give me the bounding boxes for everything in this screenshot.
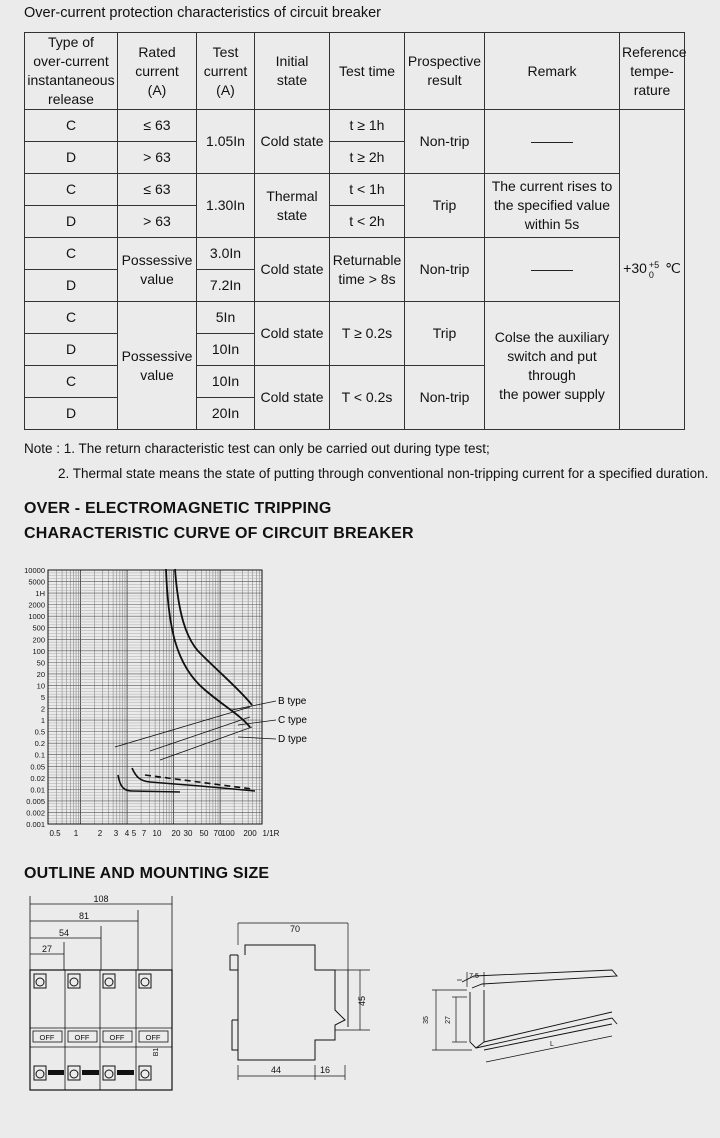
y-tick-label: 1H (35, 589, 45, 599)
test-cell: 5In (197, 302, 255, 334)
rated-cell: > 63 (118, 142, 197, 174)
y-tick-label: 50 (36, 658, 45, 668)
y-tick-label: 0.002 (26, 808, 45, 818)
x-tick-label: 200 (243, 829, 257, 838)
type-cell: D (25, 206, 118, 238)
remark-cell: Colse the auxiliary switch and put through the power supply (485, 302, 620, 430)
result-cell: Non-trip (405, 238, 485, 302)
off-label: OFF (109, 1033, 125, 1042)
result-cell: Non-trip (405, 366, 485, 430)
test-cell: 10In (197, 334, 255, 366)
x-tick-label: 1/1R (262, 829, 280, 838)
y-tick-label: 5 (40, 693, 45, 702)
tripping-curve-chart (0, 555, 330, 845)
x-tick-label: 7 (141, 829, 147, 838)
test-cell: 10In (197, 366, 255, 398)
curve-heading-2: CHARACTERISTIC CURVE OF CIRCUIT BREAKER (24, 525, 414, 542)
x-tick-label: 5 (131, 829, 137, 838)
curve-heading-1: OVER - ELECTROMAGNETIC TRIPPING (24, 500, 332, 517)
result-cell: Non-trip (405, 110, 485, 174)
type-cell: D (25, 142, 118, 174)
y-tick-label: 0.5 (34, 727, 45, 737)
y-tick-label: 100 (32, 646, 45, 656)
rated-cell: ≤ 63 (118, 174, 197, 206)
y-tick-label: 20 (36, 669, 45, 679)
time-cell: t < 1h (330, 174, 405, 206)
dim-45: 45 (357, 995, 367, 1007)
y-tick-label: 500 (32, 623, 45, 633)
series-label-d: D type (278, 734, 307, 745)
test-cell: 1.30In (197, 174, 255, 238)
rated-cell: ≤ 63 (118, 110, 197, 142)
y-tick-label: 2000 (28, 600, 45, 610)
state-cell: Cold state (255, 238, 330, 302)
y-tick-label: 0.001 (26, 820, 45, 829)
outline-heading: OUTLINE AND MOUNTING SIZE (24, 865, 270, 882)
remark-cell: ——— (485, 238, 620, 302)
y-tick-label: 10 (36, 681, 45, 691)
x-tick-label: 50 (199, 829, 209, 838)
time-cell: T < 0.2s (330, 366, 405, 430)
state-cell: Cold state (255, 366, 330, 430)
x-tick-label: 4 (124, 829, 130, 838)
dim-27: 27 (41, 944, 53, 954)
off-label: OFF (39, 1033, 55, 1042)
remark-cell: The current rises to the specified value within 5s (485, 174, 620, 238)
y-tick-label: 5000 (28, 577, 45, 587)
test-cell: 7.2In (197, 270, 255, 302)
x-tick-label: 20 (171, 829, 181, 838)
time-cell: Returnable time > 8s (330, 238, 405, 302)
off-label: OFF (74, 1033, 90, 1042)
y-tick-labels (24, 566, 45, 829)
x-tick-label: 30 (183, 829, 193, 838)
header-rated: Rated current (A) (118, 33, 197, 110)
y-tick-label: 1000 (28, 612, 45, 622)
y-tick-label: 0.1 (34, 750, 45, 760)
time-cell: t ≥ 1h (330, 110, 405, 142)
off-label: OFF (145, 1033, 161, 1042)
y-tick-label: 1 (40, 716, 45, 726)
rating-mark: B1 (153, 1047, 160, 1057)
state-cell: Cold state (255, 302, 330, 366)
test-cell: 3.0In (197, 238, 255, 270)
test-cell: 1.05In (197, 110, 255, 174)
x-tick-label: 1 (73, 829, 79, 838)
dim-81: 81 (78, 911, 90, 921)
dim-54: 54 (58, 928, 70, 938)
series-label-c: C type (278, 715, 307, 726)
series-label-b: B type (278, 696, 307, 707)
y-tick-label: 0.05 (30, 762, 45, 772)
result-cell: Trip (405, 174, 485, 238)
type-cell: C (25, 366, 118, 398)
remark-cell: ——— (485, 110, 620, 174)
dim-l: L (550, 1041, 554, 1048)
y-tick-label: 0.01 (30, 785, 45, 795)
y-tick-label: 200 (32, 635, 45, 645)
state-cell: Cold state (255, 110, 330, 174)
x-tick-labels (49, 829, 279, 838)
y-tick-label: 0.02 (30, 773, 45, 783)
type-cell: C (25, 174, 118, 206)
side-view-drawing (220, 915, 385, 1090)
y-tick-label: 2 (40, 704, 45, 714)
dim-70: 70 (289, 924, 301, 934)
rated-cell: Possessive value (118, 238, 197, 302)
test-cell: 20In (197, 398, 255, 430)
type-cell: C (25, 302, 118, 334)
dim-16: 16 (319, 1065, 331, 1075)
header-test: Test current (A) (197, 33, 255, 110)
y-tick-label: 10000 (24, 566, 45, 575)
type-cell: C (25, 238, 118, 270)
x-tick-label: 10 (152, 829, 162, 838)
x-tick-label: 0.5 (49, 829, 61, 838)
type-cell: C (25, 110, 118, 142)
rated-cell: > 63 (118, 206, 197, 238)
front-view-drawing (20, 890, 180, 1095)
ref-temp-cell: +30 +5 0 ℃ (620, 110, 685, 430)
header-ref: Reference tempe- rature (620, 33, 685, 110)
type-cell: D (25, 270, 118, 302)
time-cell: t ≥ 2h (330, 142, 405, 174)
dim-7-5: 7.5 (469, 973, 479, 980)
protection-table (24, 32, 685, 430)
dim-27: 27 (445, 1016, 452, 1024)
note-1: Note : 1. The return characteristic test can only be carried out during type test; (24, 441, 490, 456)
curve-b-thin (115, 707, 250, 747)
curve-thermal-right (175, 569, 252, 705)
curve-d-dash (145, 775, 252, 789)
header-result: Prospective result (405, 33, 485, 110)
state-cell: Thermal state (255, 174, 330, 238)
x-tick-label: 3 (113, 829, 119, 838)
rated-cell: Possessive value (118, 302, 197, 430)
din-rail-drawing (412, 962, 622, 1074)
y-tick-label: 0.2 (34, 739, 45, 749)
time-cell: t < 2h (330, 206, 405, 238)
header-time: Test time (330, 33, 405, 110)
dim-35: 35 (423, 1016, 430, 1024)
header-remark: Remark (485, 33, 620, 110)
x-tick-label: 100 (221, 829, 235, 838)
time-cell: T ≥ 0.2s (330, 302, 405, 366)
dim-108: 108 (93, 894, 109, 904)
header-type: Type of over-current instantaneous release (25, 33, 118, 110)
table-title: Over-current protection characteristics of circuit breaker (24, 5, 381, 21)
x-tick-label: 2 (97, 829, 103, 838)
result-cell: Trip (405, 302, 485, 366)
type-cell: D (25, 398, 118, 430)
header-initial: Initial state (255, 33, 330, 110)
note-2: 2. Thermal state means the state of putting through conventional non-tripping current for a specified duration. (58, 466, 709, 481)
y-tick-label: 0.005 (26, 796, 45, 806)
type-cell: D (25, 334, 118, 366)
x-tick-label: 70 (213, 829, 223, 838)
dim-44: 44 (270, 1065, 282, 1075)
